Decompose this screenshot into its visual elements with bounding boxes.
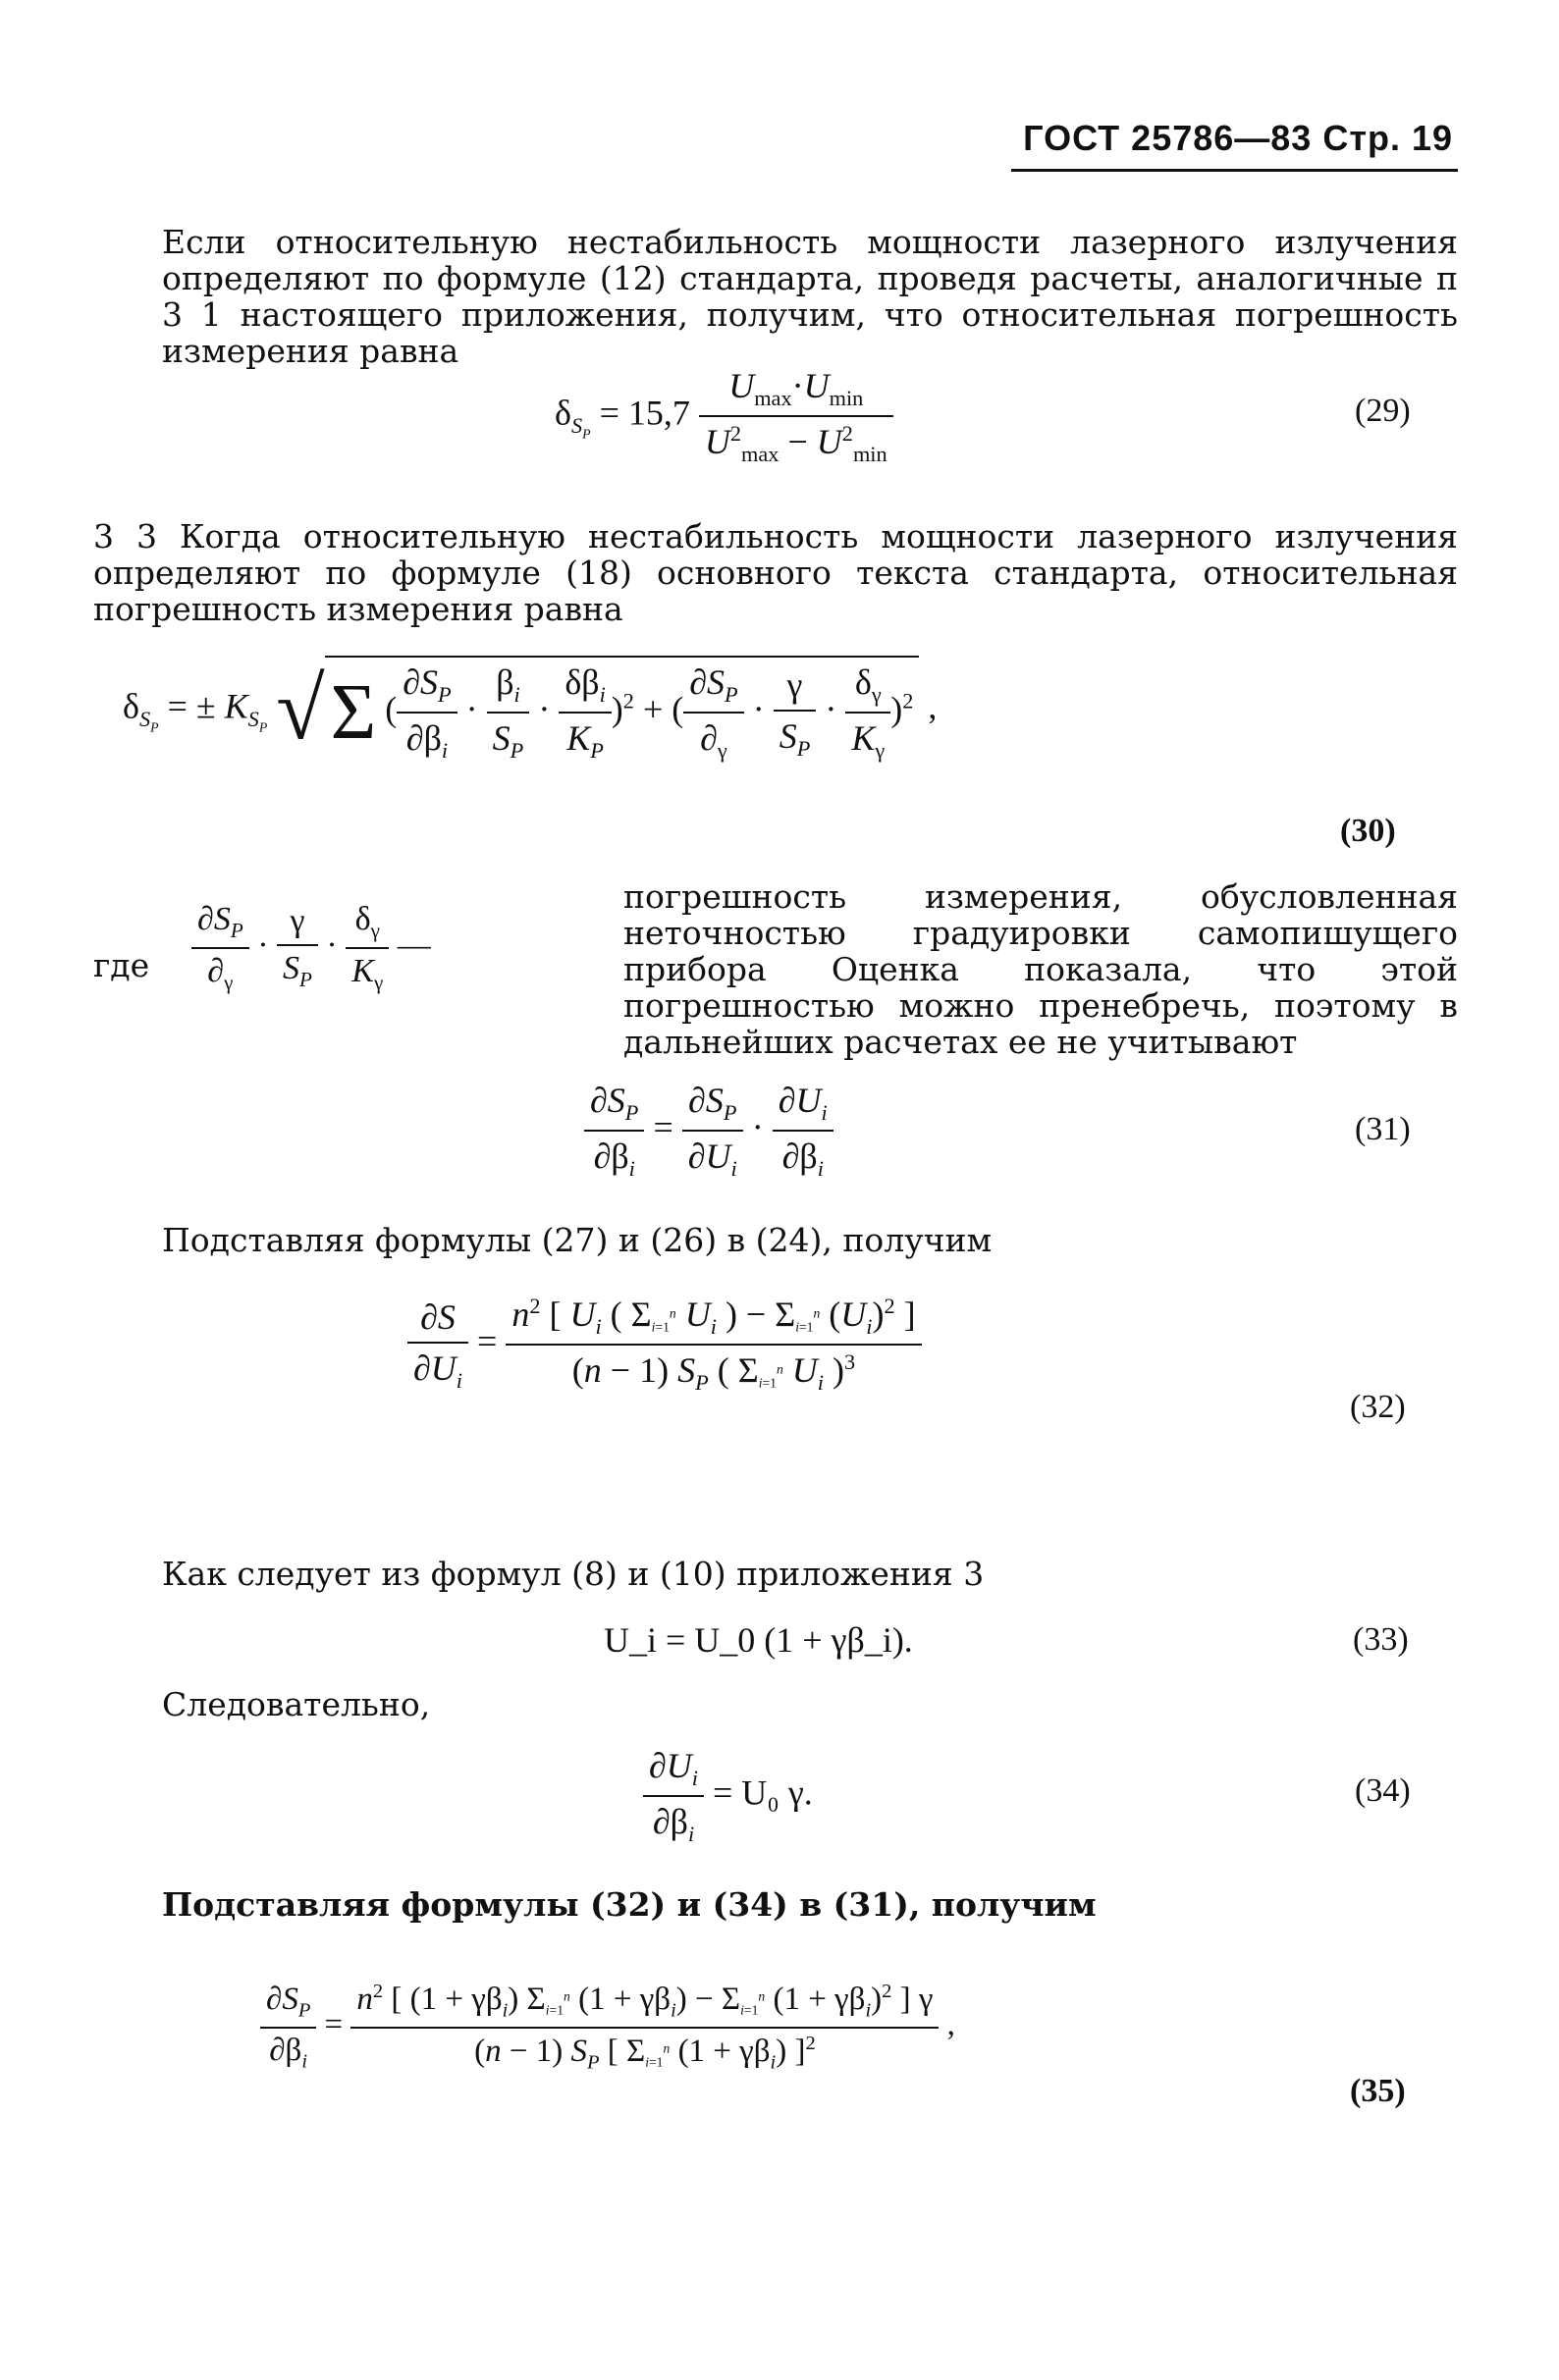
equation-number-31: (31) [1355, 1111, 1411, 1147]
where-text: погрешность измерения, обусловленная неточностью градуировки самопишущего прибора Оценка показала, что этой погрешностью можно пренебречь, поэтому в дальнейших расчетах ее не учитывают [623, 877, 1458, 1061]
equation-32: $\frac{\partial S}{\partial U_i}$ = $\frac{n^2 [ U_i ( \Sigma_{i=1}^n U_i ) - \Sigma_{i=1}^n (U_i)^2 ]}{(n - 1) S_P ( \Sigma_{i=1}^n U_i )^3}$ [407, 1294, 922, 1396]
equation-number-32: (32) [1350, 1389, 1406, 1425]
equation-35: $\frac{\partial S_P}{\partial\beta_i}$ = $\frac{n^2 [ (1 + \gamma\beta_i) \Sigma_{i=1}^n (1 + \gamma\beta_i) - \Sigma_{i=1}^n (1 + \gamma\beta_i)^2 ] \gamma}{(n - 1) S_P [ \Sigma_{i=1}^n (1 + \gamma\beta_i) ]^2}$ , [260, 1981, 955, 2074]
eq34-rhs: = U₀ γ. [713, 1772, 813, 1813]
equation-number-35: (35) [1350, 2073, 1406, 2109]
equation-number-29: (29) [1355, 393, 1411, 429]
paragraph-1: Если относительную нестабильность мощности лазерного излучения определяют по формуле (12) стандарта, проведя расчеты, аналогичные п 3 1 настоящего приложения, получим, что относительная погрешность измерения равна [162, 223, 1458, 370]
eq29-coefficient: 15,7 [627, 393, 690, 433]
paragraph-4: Как следует из формул (8) и (10) приложения 3 [162, 1555, 985, 1593]
page-header: ГОСТ 25786—83 Стр. 19 [1023, 118, 1453, 158]
equation-number-34: (34) [1355, 1772, 1411, 1809]
paragraph-2: 3 3 Когда относительную нестабильность мощности лазерного излучения определяют по формуле (18) основного текста стандарта, относительная погрешность измерения равна [93, 517, 1458, 628]
paragraph-6: Подставляя формулы (32) и (34) в (31), получим [162, 1885, 1097, 1924]
equation-number-30: (30) [1340, 813, 1396, 849]
paragraph-3: Подставляя формулы (27) и (26) в (24), получим [162, 1221, 993, 1259]
where-label: где [93, 946, 150, 984]
equation-30: $\delta_{S_P}$ = ± $K_{S_P}$ √Σ ( $\frac{\partial S_P}{\partial\beta_i}$ · $\frac{\beta_i}{S_P}$ · $\frac{\delta\beta_i}{K_P}$ )$^2$ + ( $\frac{\partial S_P}{\partial_\gamma}$ · $\frac{\gamma}{S_P}$ · $\frac{\delta_\gamma}{K_\gamma}$ )$^2$ , [123, 656, 937, 764]
where-expression: $\frac{\partial S_P}{\partial_\gamma}$ · $\frac{\gamma}{S_P}$ · $\frac{\delta_\gamma}{K_\gamma}$ — [191, 901, 431, 995]
equation-31: $\frac{\partial S_P}{\partial\beta_i}$ = $\frac{\partial S_P}{\partial U_i}$ · $\frac{\partial U_i}{\partial\beta_i}$ [584, 1080, 833, 1182]
equation-29: $\delta_{S_P} = 15,7$ $\frac{U_{max}\cdot U_{min}}{U^2_{max} - U^2_{min}}$ [555, 365, 893, 467]
equation-33: U_i = U_0 (1 + γβ_i). [604, 1620, 913, 1660]
equation-number-33: (33) [1353, 1621, 1409, 1658]
header-rule [1011, 169, 1458, 172]
paragraph-5: Следовательно, [162, 1685, 431, 1723]
equation-34: $\frac{\partial U_i}{\partial\beta_i}$ = U₀ γ. [643, 1745, 813, 1847]
